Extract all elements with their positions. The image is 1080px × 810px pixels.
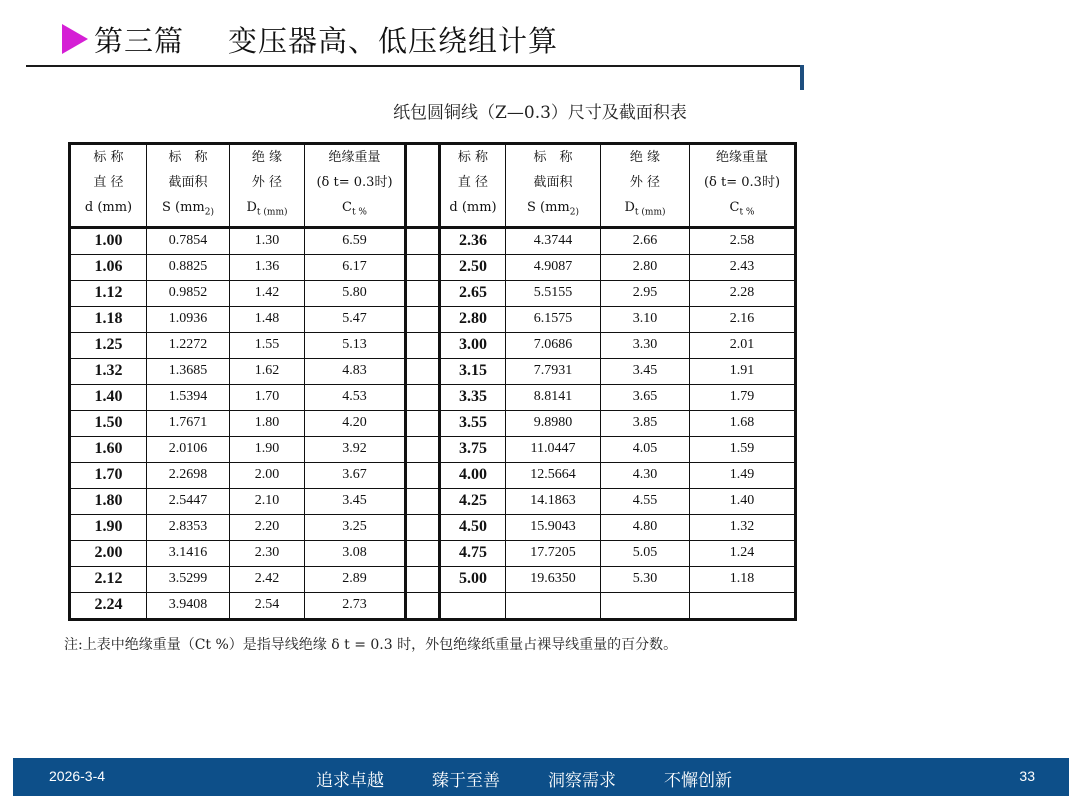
value-cell: 2.80 (601, 254, 690, 280)
nominal-diameter-cell: 4.75 (440, 540, 506, 566)
value-cell: 0.8825 (147, 254, 230, 280)
column-gap (406, 358, 440, 384)
value-cell (601, 592, 690, 619)
value-cell: 1.70 (230, 384, 305, 410)
value-cell: 3.10 (601, 306, 690, 332)
header-line (506, 195, 600, 226)
value-cell: 2.73 (305, 592, 406, 619)
value-cell: 15.9043 (506, 514, 601, 540)
footer-slogans (316, 766, 732, 791)
column-header (440, 144, 506, 228)
column-gap (406, 254, 440, 280)
value-cell: 5.13 (305, 332, 406, 358)
slogan: 臻于至善 (432, 771, 500, 791)
value-cell: 4.53 (305, 384, 406, 410)
value-cell: 1.2272 (147, 332, 230, 358)
nominal-diameter-cell: 3.00 (440, 332, 506, 358)
value-cell: 1.0936 (147, 306, 230, 332)
column-gap (406, 436, 440, 462)
nominal-diameter-cell: 5.00 (440, 566, 506, 592)
value-cell: 2.54 (230, 592, 305, 619)
table-row (70, 488, 796, 514)
value-cell: 3.30 (601, 332, 690, 358)
table-row (70, 358, 796, 384)
header-line: 截面积 (168, 175, 208, 190)
table-row (70, 514, 796, 540)
title-corner-mark (800, 65, 804, 90)
column-gap (406, 410, 440, 436)
nominal-diameter-cell: 1.06 (70, 254, 147, 280)
value-cell: 12.5664 (506, 462, 601, 488)
value-cell: 4.83 (305, 358, 406, 384)
slogan: 不懈创新 (664, 771, 732, 791)
value-cell: 2.95 (601, 280, 690, 306)
value-cell: 1.90 (230, 436, 305, 462)
nominal-diameter-cell: 2.65 (440, 280, 506, 306)
value-cell: 1.3685 (147, 358, 230, 384)
value-cell: 3.67 (305, 462, 406, 488)
slogan: 洞察需求 (548, 771, 616, 791)
value-cell: 5.5155 (506, 280, 601, 306)
value-cell: 3.25 (305, 514, 406, 540)
value-cell: 7.7931 (506, 358, 601, 384)
value-cell: 3.08 (305, 540, 406, 566)
value-cell: 4.20 (305, 410, 406, 436)
header-line (147, 195, 229, 226)
value-cell: 1.30 (230, 227, 305, 254)
column-header (690, 144, 796, 228)
column-gap (406, 462, 440, 488)
value-cell: 2.0106 (147, 436, 230, 462)
value-cell: 4.05 (601, 436, 690, 462)
header-line: 标 称 (168, 150, 208, 165)
footer-date: 2026-3-4 (49, 768, 106, 784)
header-line: (δ t= 0.3时) (316, 175, 393, 190)
value-cell: 1.68 (690, 410, 796, 436)
value-cell: 1.55 (230, 332, 305, 358)
nominal-diameter-cell: 3.55 (440, 410, 506, 436)
value-cell: 5.80 (305, 280, 406, 306)
table-row (70, 540, 796, 566)
value-cell: 1.36 (230, 254, 305, 280)
nominal-diameter-cell: 1.90 (70, 514, 147, 540)
value-cell: 3.45 (601, 358, 690, 384)
column-gap (406, 514, 440, 540)
table-row (70, 410, 796, 436)
column-gap (406, 280, 440, 306)
nominal-diameter-cell: 2.36 (440, 227, 506, 254)
value-cell: 3.45 (305, 488, 406, 514)
nominal-diameter-cell: 2.24 (70, 592, 147, 619)
nominal-diameter-cell: 2.00 (70, 540, 147, 566)
header-unit-sub: t % (739, 207, 755, 218)
nominal-diameter-cell: 4.25 (440, 488, 506, 514)
value-cell: 1.59 (690, 436, 796, 462)
table-row (70, 306, 796, 332)
value-cell: 19.6350 (506, 566, 601, 592)
value-cell: 1.91 (690, 358, 796, 384)
value-cell: 3.5299 (147, 566, 230, 592)
value-cell: 14.1863 (506, 488, 601, 514)
header-line: 直 径 (457, 175, 489, 190)
nominal-diameter-cell: 3.15 (440, 358, 506, 384)
value-cell: 2.5447 (147, 488, 230, 514)
nominal-diameter-cell: 1.50 (70, 410, 147, 436)
column-header (506, 144, 601, 228)
header-line: 外 径 (251, 175, 283, 190)
value-cell: 1.7671 (147, 410, 230, 436)
header-line (690, 195, 794, 226)
column-header (601, 144, 690, 228)
header-line: 截面积 (533, 175, 573, 190)
header-unit: S (mm (526, 200, 570, 215)
value-cell: 2.66 (601, 227, 690, 254)
nominal-diameter-cell: 2.80 (440, 306, 506, 332)
column-gap (406, 332, 440, 358)
header-unit-sub: t (mm) (634, 207, 666, 218)
column-header (147, 144, 230, 228)
value-cell: 6.17 (305, 254, 406, 280)
nominal-diameter-cell: 4.50 (440, 514, 506, 540)
nominal-diameter-cell: 4.00 (440, 462, 506, 488)
table-note: 注:上表中绝缘重量（Ct %）是指导线绝缘 δ t = 0.3 时，外包绝缘纸重量占裸导线重量的百分数。 (64, 637, 678, 653)
header-line: 标 称 (93, 150, 124, 165)
header-line (230, 195, 304, 226)
header-unit-sub: 2) (569, 207, 579, 218)
header-line: (δ t= 0.3时) (703, 175, 781, 190)
value-cell: 2.10 (230, 488, 305, 514)
page-number: 33 (1019, 768, 1035, 784)
table-row (70, 592, 796, 619)
table-row (70, 332, 796, 358)
value-cell: 7.0686 (506, 332, 601, 358)
value-cell: 1.24 (690, 540, 796, 566)
value-cell: 1.79 (690, 384, 796, 410)
value-cell: 4.3744 (506, 227, 601, 254)
header-unit: C (342, 200, 352, 215)
title-underline (26, 65, 802, 67)
value-cell: 1.32 (690, 514, 796, 540)
value-cell: 1.40 (690, 488, 796, 514)
value-cell: 2.20 (230, 514, 305, 540)
header-unit: C (729, 200, 740, 215)
value-cell: 2.28 (690, 280, 796, 306)
value-cell: 0.9852 (147, 280, 230, 306)
column-header (70, 144, 147, 228)
nominal-diameter-cell: 1.40 (70, 384, 147, 410)
value-cell: 2.89 (305, 566, 406, 592)
column-gap (406, 306, 440, 332)
value-cell: 3.9408 (147, 592, 230, 619)
value-cell: 11.0447 (506, 436, 601, 462)
table-row (70, 254, 796, 280)
value-cell: 3.65 (601, 384, 690, 410)
table-row (70, 280, 796, 306)
header-line: 直 径 (93, 175, 124, 190)
column-header (230, 144, 305, 228)
value-cell: 4.9087 (506, 254, 601, 280)
column-gap (406, 488, 440, 514)
value-cell: 8.8141 (506, 384, 601, 410)
column-gap (406, 566, 440, 592)
value-cell (506, 592, 601, 619)
value-cell: 6.59 (305, 227, 406, 254)
header-unit: D (624, 200, 635, 215)
nominal-diameter-cell: 2.12 (70, 566, 147, 592)
value-cell: 4.55 (601, 488, 690, 514)
nominal-diameter-cell: 1.00 (70, 227, 147, 254)
table-row (70, 384, 796, 410)
table-row (70, 436, 796, 462)
header-line: 绝 缘 (251, 150, 283, 165)
nominal-diameter-cell: 1.18 (70, 306, 147, 332)
slide-title (62, 16, 558, 62)
nominal-diameter-cell: 1.70 (70, 462, 147, 488)
nominal-diameter-cell: 1.12 (70, 280, 147, 306)
column-gap (406, 540, 440, 566)
arrow-bullet-icon (62, 24, 88, 54)
value-cell: 6.1575 (506, 306, 601, 332)
value-cell: 2.00 (230, 462, 305, 488)
value-cell: 1.48 (230, 306, 305, 332)
value-cell: 1.80 (230, 410, 305, 436)
nominal-diameter-cell: 3.75 (440, 436, 506, 462)
header-line: 绝缘重量 (715, 150, 768, 165)
value-cell: 0.7854 (147, 227, 230, 254)
value-cell: 9.8980 (506, 410, 601, 436)
header-line (71, 195, 146, 226)
value-cell: 17.7205 (506, 540, 601, 566)
value-cell: 1.42 (230, 280, 305, 306)
nominal-diameter-cell: 1.32 (70, 358, 147, 384)
value-cell: 1.62 (230, 358, 305, 384)
header-unit: D (246, 200, 257, 215)
value-cell: 4.30 (601, 462, 690, 488)
value-cell: 2.30 (230, 540, 305, 566)
value-cell: 2.2698 (147, 462, 230, 488)
nominal-diameter-cell: 1.25 (70, 332, 147, 358)
nominal-diameter-cell: 3.35 (440, 384, 506, 410)
header-unit: S (mm (161, 200, 205, 215)
value-cell: 2.43 (690, 254, 796, 280)
value-cell: 5.30 (601, 566, 690, 592)
value-cell: 2.01 (690, 332, 796, 358)
column-gap (406, 592, 440, 619)
value-cell: 2.16 (690, 306, 796, 332)
value-cell (690, 592, 796, 619)
header-line: 标 称 (533, 150, 573, 165)
header-unit-sub: t (mm) (256, 207, 288, 218)
table-row (70, 566, 796, 592)
nominal-diameter-cell (440, 592, 506, 619)
header-line: 外 径 (629, 175, 661, 190)
value-cell: 2.42 (230, 566, 305, 592)
header-unit: d (mm) (84, 200, 133, 215)
header-line: 标 称 (457, 150, 489, 165)
value-cell: 1.18 (690, 566, 796, 592)
value-cell: 5.47 (305, 306, 406, 332)
header-line (441, 195, 505, 226)
chapter-label: 第三篇 (94, 23, 185, 58)
value-cell: 1.5394 (147, 384, 230, 410)
value-cell: 1.49 (690, 462, 796, 488)
value-cell: 3.92 (305, 436, 406, 462)
column-gap (406, 227, 440, 254)
table-caption: 纸包圆铜线（Z—0.3）尺寸及截面积表 (393, 103, 687, 123)
page-title: 变压器高、低压绕组计算 (228, 23, 559, 58)
value-cell: 2.8353 (147, 514, 230, 540)
header-line: 绝 缘 (629, 150, 661, 165)
nominal-diameter-cell: 1.60 (70, 436, 147, 462)
value-cell: 3.85 (601, 410, 690, 436)
column-gap (406, 144, 440, 228)
nominal-diameter-cell: 1.80 (70, 488, 147, 514)
table-row (70, 462, 796, 488)
header-line: 绝缘重量 (328, 150, 381, 165)
wire-size-table (68, 142, 797, 621)
header-unit: d (mm) (449, 200, 497, 215)
table-row (70, 227, 796, 254)
footer-bar (13, 758, 1069, 796)
column-gap (406, 384, 440, 410)
header-line (601, 195, 689, 226)
column-header (305, 144, 406, 228)
slogan: 追求卓越 (316, 771, 384, 791)
header-unit-sub: 2) (204, 207, 214, 218)
value-cell: 5.05 (601, 540, 690, 566)
value-cell: 4.80 (601, 514, 690, 540)
value-cell: 2.58 (690, 227, 796, 254)
value-cell: 3.1416 (147, 540, 230, 566)
nominal-diameter-cell: 2.50 (440, 254, 506, 280)
header-line (305, 195, 404, 226)
header-unit-sub: t % (351, 207, 367, 218)
